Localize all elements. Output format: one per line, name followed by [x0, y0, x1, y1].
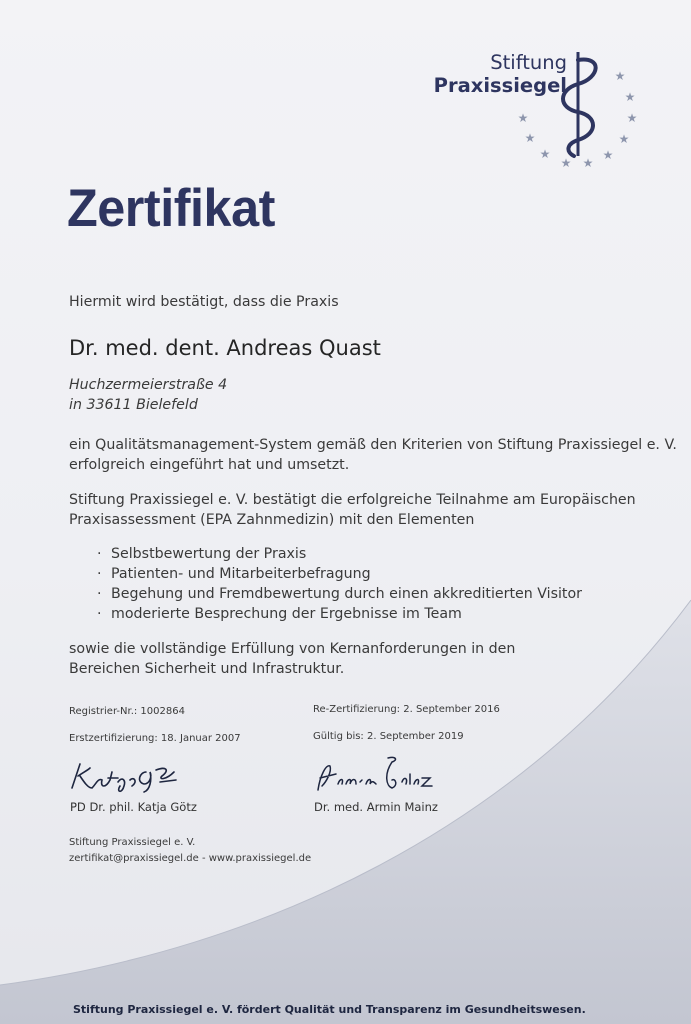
- valid-until-date: Gültig bis: 2. September 2019: [313, 731, 464, 742]
- paragraph1-line2: erfolgreich eingeführt hat und umsetzt.: [69, 457, 350, 473]
- paragraph-epa: [69, 490, 636, 530]
- paragraph1-line1: ein Qualitätsmanagement-System gemäß den Kriterien von Stiftung Praxissiegel e. V.: [69, 437, 677, 453]
- intro-text: Hiermit wird bestätigt, dass die Praxis: [69, 294, 339, 310]
- list-item: · Selbstbewertung der Praxis: [97, 544, 582, 564]
- list-item: · Patienten- und Mitarbeiterbefragung: [97, 564, 582, 584]
- contact-org: Stiftung Praxissiegel e. V.: [69, 837, 196, 848]
- svg-text:★: ★: [626, 111, 638, 125]
- elements-list: [97, 544, 582, 624]
- logo-line1: Stiftung: [490, 51, 567, 74]
- svg-text:★: ★: [624, 90, 636, 104]
- svg-text:★: ★: [539, 147, 551, 161]
- signatory-left-name: PD Dr. phil. Katja Götz: [70, 800, 197, 814]
- svg-text:★: ★: [517, 111, 529, 125]
- footer-slogan: Stiftung Praxissiegel e. V. fördert Qualität und Transparenz im Gesundheitswesen.: [73, 1003, 586, 1016]
- certificate-title: Zertifikat: [67, 179, 275, 238]
- svg-text:★: ★: [614, 69, 626, 83]
- paragraph2-line1: Stiftung Praxissiegel e. V. bestätigt die erfolgreiche Teilnahme am Europäischen: [69, 492, 636, 508]
- list-item: · Begehung und Fremdbewertung durch einen akkreditierten Visitor: [97, 584, 582, 604]
- recertification-date: Re-Zertifizierung: 2. September 2016: [313, 704, 500, 715]
- svg-text:★: ★: [582, 156, 594, 170]
- svg-text:★: ★: [560, 156, 572, 170]
- address-street: Huchzermeierstraße 4: [69, 377, 228, 393]
- address-city: in 33611 Bielefeld: [69, 397, 198, 413]
- logo-line2: Praxissiegel: [433, 74, 567, 97]
- asclepius-staff-icon: [508, 46, 648, 176]
- first-certification-date: Erstzertifizierung: 18. Januar 2007: [69, 733, 241, 744]
- svg-text:★: ★: [524, 131, 536, 145]
- svg-text:★: ★: [618, 132, 630, 146]
- signature-katja-goetz: [66, 758, 186, 798]
- paragraph-qm-system: [69, 435, 677, 475]
- registry-number: Registrier-Nr.: 1002864: [69, 706, 185, 717]
- practice-name: Dr. med. dent. Andreas Quast: [69, 336, 381, 360]
- paragraph3-line2: Bereichen Sicherheit und Infrastruktur.: [69, 661, 345, 677]
- signatory-right-name: Dr. med. Armin Mainz: [314, 800, 438, 814]
- contact-line: zertifikat@praxissiegel.de - www.praxissiegel.de: [69, 853, 312, 864]
- paragraph2-line2: Praxisassessment (EPA Zahnmedizin) mit den Elementen: [69, 512, 475, 528]
- paragraph-requirements: [69, 639, 515, 679]
- paragraph3-line1: sowie die vollständige Erfüllung von Kernanforderungen in den: [69, 641, 516, 657]
- list-item: · moderierte Besprechung der Ergebnisse im Team: [97, 604, 582, 624]
- signature-armin-mainz: [312, 752, 442, 798]
- practice-address: [69, 375, 227, 415]
- svg-text:★: ★: [602, 148, 614, 162]
